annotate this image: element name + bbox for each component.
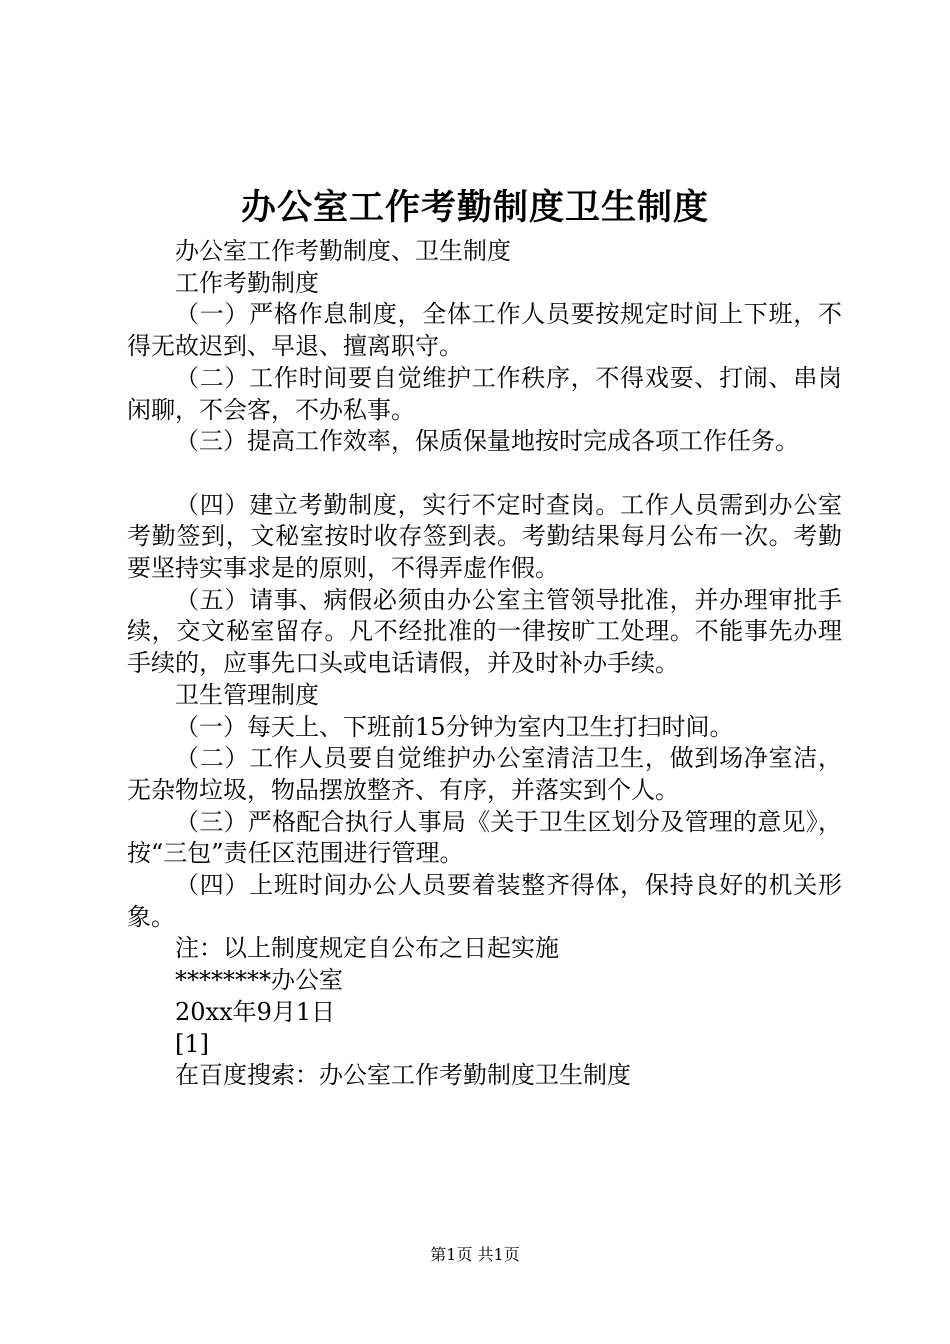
document-title: 办公室工作考勤制度卫生制度 <box>240 187 709 228</box>
hygiene-item-2: （二）工作人员要自觉维护办公室清洁卫生，做到场净室洁，无杂物垃圾，物品摆放整齐、有序，并落实到个人。 <box>127 744 842 804</box>
hygiene-item-1: （一）每天上、下班前15分钟为室内卫生打扫时间。 <box>175 712 734 741</box>
attendance-item-5: （五）请事、病假必须由办公室主管领导批准，并办理审批手续，交文秘室留存。凡不经批准的一律按旷工处理。不能事先办理手续的，应事先口头或电话请假，并及时补办手续。 <box>127 585 842 678</box>
note-line: 注：以上制度规定自公布之日起实施 <box>175 934 559 963</box>
date-line: 20xx年9月1日 <box>175 997 336 1026</box>
document-body <box>127 236 842 1092</box>
page-number-footer: 第1页 共1页 <box>430 1245 520 1264</box>
search-hint-line: 在百度搜索：办公室工作考勤制度卫生制度 <box>175 1061 631 1090</box>
hygiene-item-3: （三）严格配合执行人事局《关于卫生区划分及管理的意见》，按“三包”责任区范围进行管理。 <box>127 807 842 868</box>
hygiene-item-4: （四）上班时间办公人员要着装整齐得体，保持良好的机关形象。 <box>127 871 842 931</box>
attendance-item-4: （四）建立考勤制度，实行不定时查岗。工作人员需到办公室考勤签到，文秘室按时收存签到表。考勤结果每月公布一次。考勤要坚持实事求是的原则，不得弄虚作假。 <box>127 490 842 583</box>
attendance-item-1: （一）严格作息制度，全体工作人员要按规定时间上下班，不得无故迟到、早退、擅离职守。 <box>127 300 842 361</box>
subtitle-line: 办公室工作考勤制度、卫生制度 <box>175 237 511 265</box>
paragraph-gap <box>127 458 842 490</box>
attendance-item-3: （三）提高工作效率，保质保量地按时完成各项工作任务。 <box>175 427 799 456</box>
section-heading-attendance: 工作考勤制度 <box>175 268 319 297</box>
section-heading-hygiene: 卫生管理制度 <box>175 680 319 709</box>
attendance-item-2: （二）工作时间要自觉维护工作秩序，不得戏耍、打闹、串岗闲聊，不会客，不办私事。 <box>127 363 842 424</box>
issuer-line: ********办公室 <box>175 966 343 995</box>
reference-marker: [1] <box>175 1029 209 1058</box>
